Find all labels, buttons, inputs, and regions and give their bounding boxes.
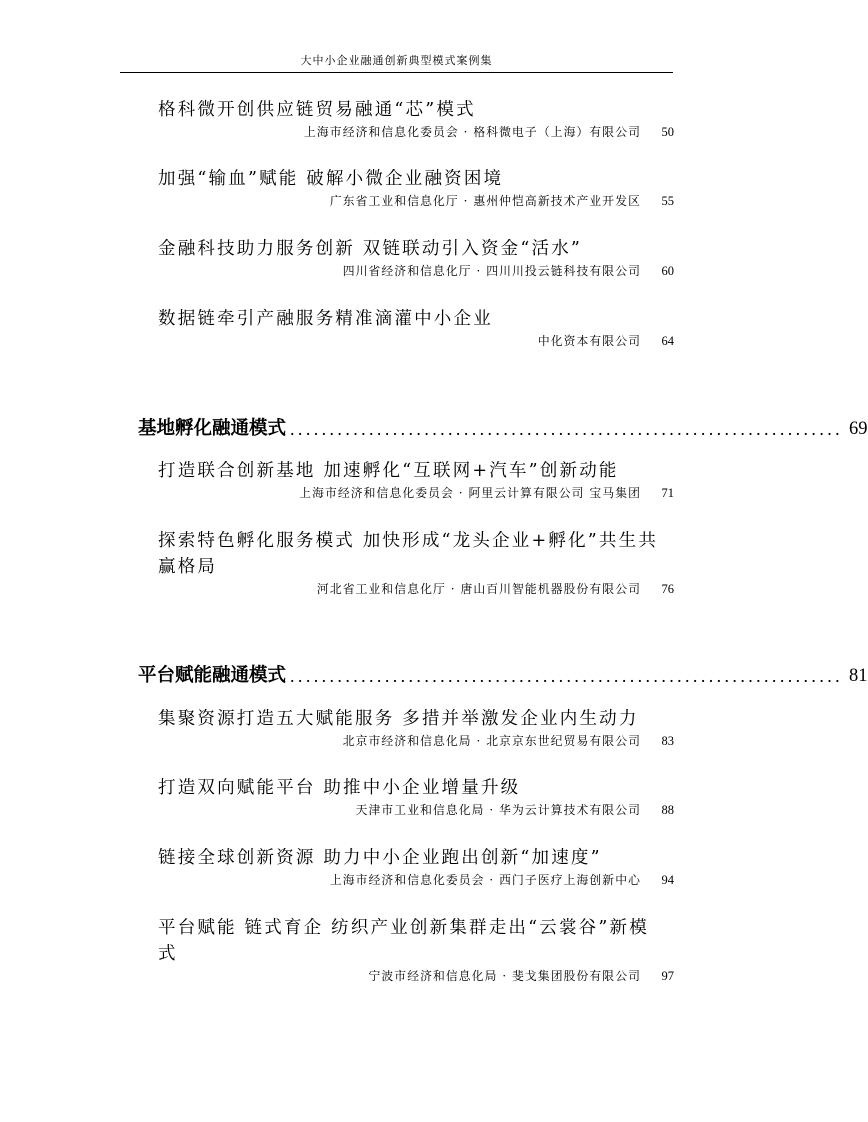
toc-entry-source: 广东省工业和信息化厅 · 惠州仲恺高新技术产业开发区 (329, 194, 641, 208)
toc-entry-source: 北京市经济和信息化局 · 北京京东世纪贸易有限公司 (342, 734, 641, 748)
toc-entry-title[interactable]: 数据链牵引产融服务精准滴灌中小企业 (158, 309, 493, 329)
section-page: 69 (849, 419, 868, 439)
toc-entry-page: 71 (661, 486, 674, 500)
toc-entry-page: 55 (661, 194, 674, 208)
dot-leader: ...................................................................... (290, 419, 844, 439)
section-page: 81 (849, 666, 868, 686)
toc-entry-title[interactable]: 打造联合创新基地 加速孵化“互联网+汽车”创新动能 (158, 461, 619, 481)
toc-entry-title[interactable]: 打造双向赋能平台 助推中小企业增量升级 (158, 778, 521, 798)
toc-entry-source: 宁波市经济和信息化局 · 斐戈集团股份有限公司 (368, 969, 641, 983)
toc-entry-source: 上海市经济和信息化委员会 · 阿里云计算有限公司 宝马集团 (299, 486, 641, 500)
toc-entry-page: 97 (661, 969, 674, 983)
toc-entry-source: 四川省经济和信息化厅 · 四川川投云链科技有限公司 (342, 264, 641, 278)
toc-entry-source: 天津市工业和信息化局 · 华为云计算技术有限公司 (355, 803, 641, 817)
toc-entry-page: 64 (661, 334, 674, 348)
toc-entry-source: 上海市经济和信息化委员会 · 西门子医疗上海创新中心 (329, 873, 641, 887)
toc-entry-source: 中化资本有限公司 (537, 334, 641, 348)
toc-entry-page: 88 (661, 803, 674, 817)
toc-section[interactable] (138, 415, 868, 443)
toc-entry-title[interactable]: 链接全球创新资源 助力中小企业跑出创新“加速度” (158, 848, 602, 868)
toc-entry-page: 50 (661, 125, 674, 139)
toc-entry-title[interactable]: 平台赋能 链式育企 纺织产业创新集群走出“云裳谷”新模 (158, 918, 649, 938)
section-title: 基地孵化融通模式 (138, 419, 287, 439)
toc-entry-title[interactable]: 集聚资源打造五大赋能服务 多措并举激发企业内生动力 (158, 709, 639, 729)
header-title: 大中小企业融通创新典型模式案例集 (300, 54, 493, 67)
toc-entry-title-continued[interactable]: 赢格局 (158, 557, 218, 577)
toc-section[interactable] (138, 662, 868, 690)
toc-entry-page: 76 (661, 582, 674, 596)
toc-entry-title[interactable]: 金融科技助力服务创新 双链联动引入资金“活水” (158, 239, 583, 259)
section-title: 平台赋能融通模式 (138, 666, 287, 686)
toc-entry-source: 上海市经济和信息化委员会 · 格科微电子（上海）有限公司 (304, 125, 641, 139)
toc-entry-page: 94 (661, 873, 674, 887)
dot-leader: ...................................................................... (290, 666, 844, 686)
toc-entry-title[interactable]: 探索特色孵化服务模式 加快形成“龙头企业+孵化”共生共 (158, 531, 659, 551)
toc-entry-title[interactable]: 格科微开创供应链贸易融通“芯”模式 (158, 100, 476, 120)
page-header (120, 0, 673, 73)
toc-entry-title[interactable]: 加强“输血”赋能 破解小微企业融资困境 (158, 169, 504, 189)
toc-entry-page: 83 (661, 734, 674, 748)
toc-entry-source: 河北省工业和信息化厅 · 唐山百川智能机器股份有限公司 (316, 582, 641, 596)
toc-entry-title-continued[interactable]: 式 (158, 944, 178, 964)
toc-entry-page: 60 (661, 264, 674, 278)
